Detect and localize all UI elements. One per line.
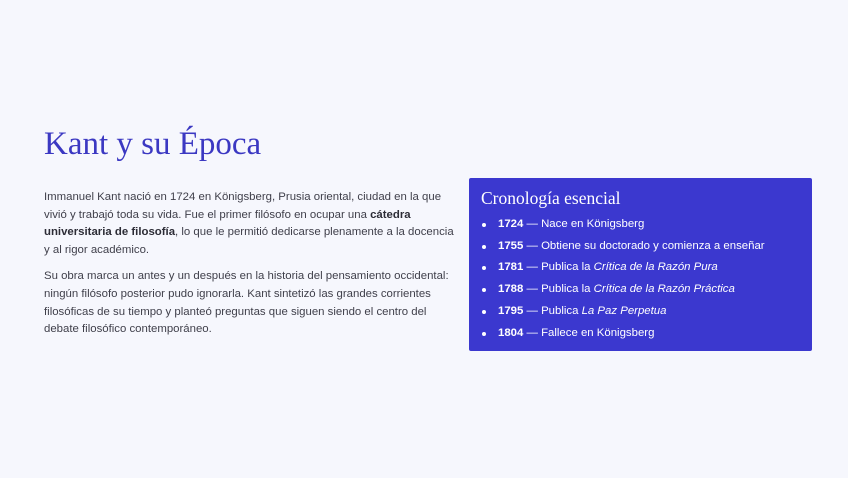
bullet-icon <box>482 266 486 270</box>
bullet-icon <box>482 245 486 249</box>
paragraph-1-text-start: Immanuel Kant nació en 1724 en Königsberg, Prusia oriental, ciudad en la que vivió y trabajó toda su vida. Fue el primer filósofo en ocupar una <box>44 191 442 221</box>
intro-text <box>44 189 456 348</box>
bullet-icon <box>482 223 486 227</box>
timeline-text: — Publica la <box>523 261 594 274</box>
timeline-year: 1788 <box>498 283 524 296</box>
timeline-year: 1781 <box>498 261 524 274</box>
timeline-box <box>469 178 812 351</box>
bullet-icon <box>482 332 486 336</box>
timeline-item-1724 <box>481 214 800 236</box>
timeline-item-1788 <box>481 279 800 301</box>
slide-title: Kant y su Época <box>44 126 262 162</box>
timeline-work-title: Crítica de la Razón Práctica <box>593 283 735 296</box>
timeline-list <box>481 214 800 344</box>
intro-paragraph-1 <box>44 189 456 259</box>
timeline-work-title: La Paz Perpetua <box>581 304 667 317</box>
timeline-text: — Fallece en Königsberg <box>523 326 655 339</box>
paragraph-1-emphasis: cátedra universitaria de filosofía <box>44 208 411 239</box>
timeline-year: 1755 <box>498 239 524 252</box>
bullet-icon <box>482 288 486 292</box>
timeline-year: 1804 <box>498 326 524 339</box>
timeline-item-1755 <box>481 236 800 258</box>
timeline-text: — Nace en Königsberg <box>523 218 645 230</box>
timeline-item-1804 <box>481 323 800 345</box>
paragraph-1-text-end: , lo que le permitió dedicarse plenamente a la docencia y al rigor académico. <box>44 226 454 256</box>
bullet-icon <box>482 310 486 314</box>
timeline-text: — Obtiene su doctorado y comienza a enseñar <box>523 239 765 252</box>
timeline-item-1781 <box>481 257 800 279</box>
timeline-year: 1724 <box>498 218 524 230</box>
intro-paragraph-2: Su obra marca un antes y un después en la historia del pensamiento occidental: ningún filósofo posterior pudo ignorarla. Kant sintetizó las grandes corrientes filosóficas de su tiempo y planteó preguntas que siguen siendo el centro del debate filosófico contemporáneo. <box>44 270 449 336</box>
timeline-year: 1795 <box>498 304 524 317</box>
timeline-text: — Publica <box>523 304 582 317</box>
timeline-text: — Publica la <box>523 283 594 296</box>
timeline-item-1795 <box>481 301 800 323</box>
timeline-title: Cronología esencial <box>481 188 621 208</box>
timeline-work-title: Crítica de la Razón Pura <box>593 261 718 274</box>
